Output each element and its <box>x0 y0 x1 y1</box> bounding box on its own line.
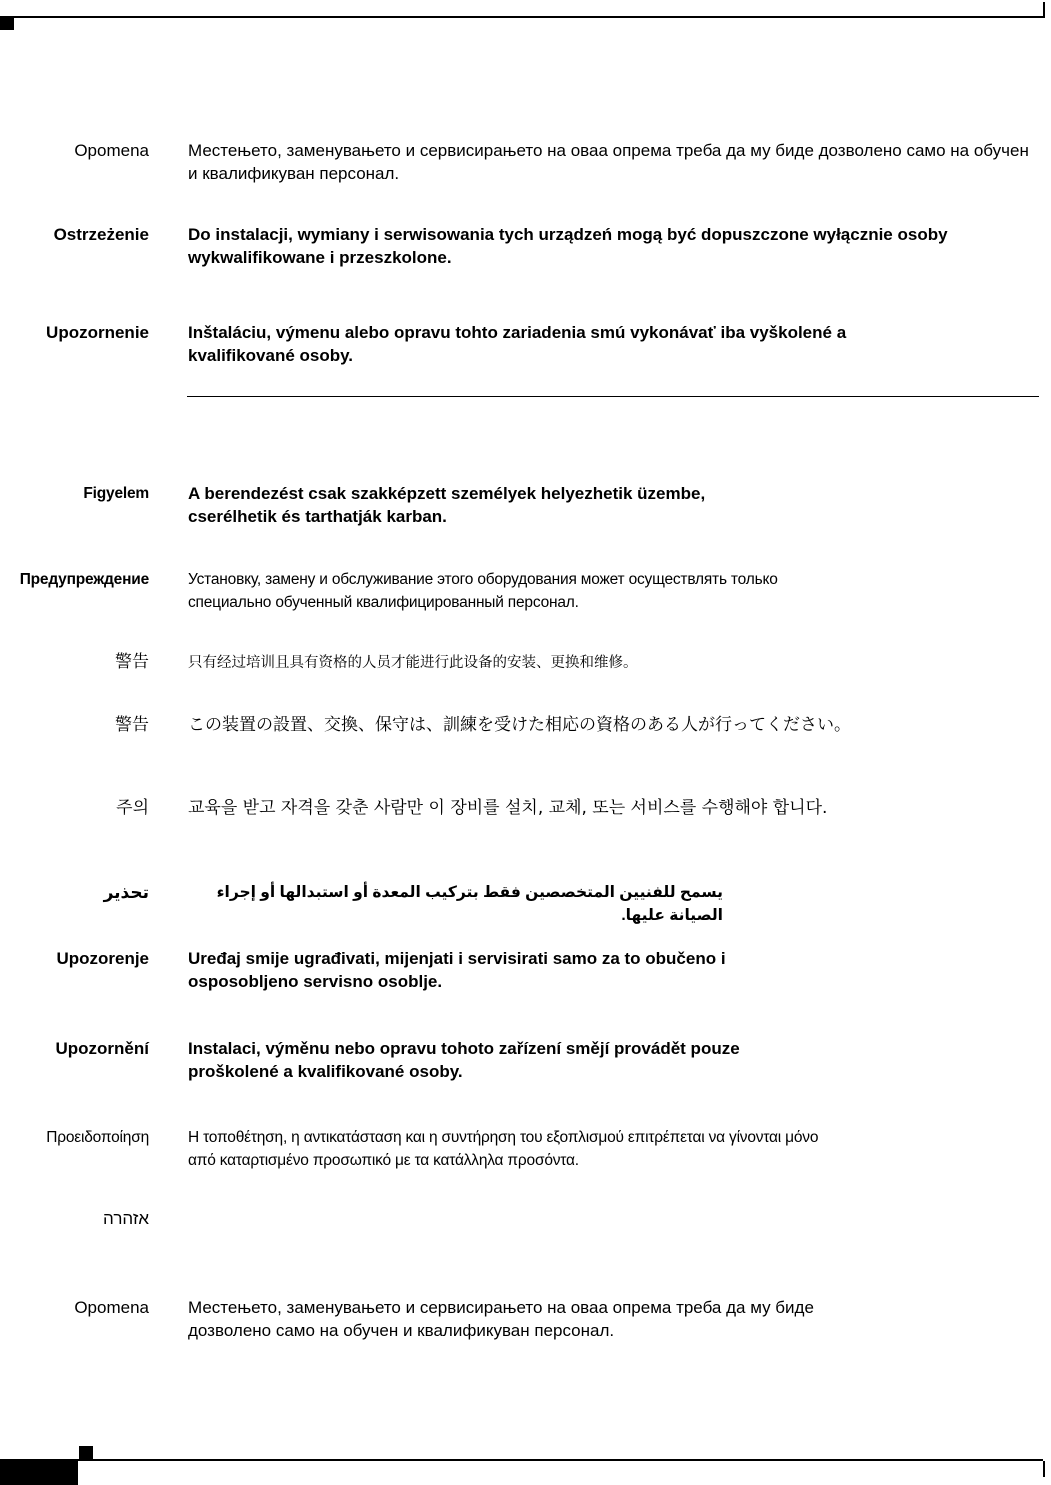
warning-label-hungarian: Figyelem <box>83 485 149 502</box>
bottom-rule <box>0 1459 1043 1461</box>
warning-text-czech: Instalaci, výměnu nebo opravu tohoto zařízení smějí provádět pouze proškolené a kvalifikované osoby. <box>188 1039 740 1081</box>
warning-label-croatian: Upozorenje <box>56 949 149 968</box>
warning-text-russian: Установку, замену и обслуживание этого оборудования может осуществлять только специально обученный квалифицированный персонал. <box>188 571 778 611</box>
warning-label-macedonian-2: Opomena <box>74 1298 149 1317</box>
warning-label-korean: 주의 <box>116 798 149 818</box>
section-divider <box>187 396 1039 397</box>
warning-label-japanese: 警告 <box>115 715 149 735</box>
warning-text-macedonian: Местењето, заменувањето и сервисирањето на оваа опрема треба да му биде дозволено само на обучен и квалификуван персонал. <box>188 141 1029 183</box>
top-marker <box>0 18 14 30</box>
top-corner-tick <box>1043 2 1045 18</box>
warning-text-macedonian-2: Местењето, заменувањето и сервисирањето на оваа опрема треба да му биде дозволено само на обучен и квалификуван персонал. <box>188 1298 814 1340</box>
warning-label-arabic: تحذير <box>103 883 149 902</box>
warning-label-macedonian: Opomena <box>74 141 149 160</box>
warning-text-hungarian: A berendezést csak szakképzett személyek helyezhetik üzembe, cserélhetik és tarthatják karban. <box>188 484 706 526</box>
warning-text-arabic: يسمح للفنيين المتخصصين فقط بتركيب المعدة أو استبدالها أو إجراء الصيانة عليها. <box>216 884 723 924</box>
warning-text-chinese: 只有经过培训且具有资格的人员才能进行此设备的安装、更换和维修。 <box>188 655 638 671</box>
warning-label-hebrew: אזהרה <box>103 1209 149 1228</box>
top-rule <box>0 16 1043 18</box>
warning-text-slovak: Inštaláciu, výmenu alebo opravu tohto zariadenia smú vykonávať iba vyškolené a kvalifikované osoby. <box>188 323 847 365</box>
warning-label-russian: Предупреждение <box>19 571 149 588</box>
warning-text-japanese: この装置の設置、交換、保守は、訓練を受けた相応の資格のある人が行ってください。 <box>188 715 851 735</box>
warning-label-slovak: Upozornenie <box>46 323 149 342</box>
warning-text-polish: Do instalacji, wymiany i serwisowania tych urządzeń mogą być dopuszczone wyłącznie osoby wykwalifikowane i przeszkolone. <box>188 225 948 267</box>
warning-label-czech: Upozornění <box>55 1039 149 1058</box>
bottom-corner-tick <box>1043 1461 1045 1477</box>
warning-text-greek: Η τοποθέτηση, η αντικατάσταση και η συντήρηση του εξοπλισμού επιτρέπεται να γίνονται μόνο από καταρτισμένο προσωπικό με τα κατάλληλα προσόντα. <box>188 1129 819 1169</box>
bottom-marker <box>79 1446 93 1459</box>
warning-label-chinese: 警告 <box>115 652 149 672</box>
bottom-page-tab <box>0 1461 78 1485</box>
warning-text-korean: 교육을 받고 자격을 갖춘 사람만 이 장비를 설치, 교체, 또는 서비스를 수행해야 합니다. <box>188 798 828 818</box>
warning-label-polish: Ostrzeżenie <box>53 225 149 244</box>
warning-text-croatian: Uređaj smije ugrađivati, mijenjati i servisirati samo za to obučeno i osposobljeno servisno osoblje. <box>188 949 726 991</box>
warning-label-greek: Προειδοποίηση <box>46 1129 149 1146</box>
